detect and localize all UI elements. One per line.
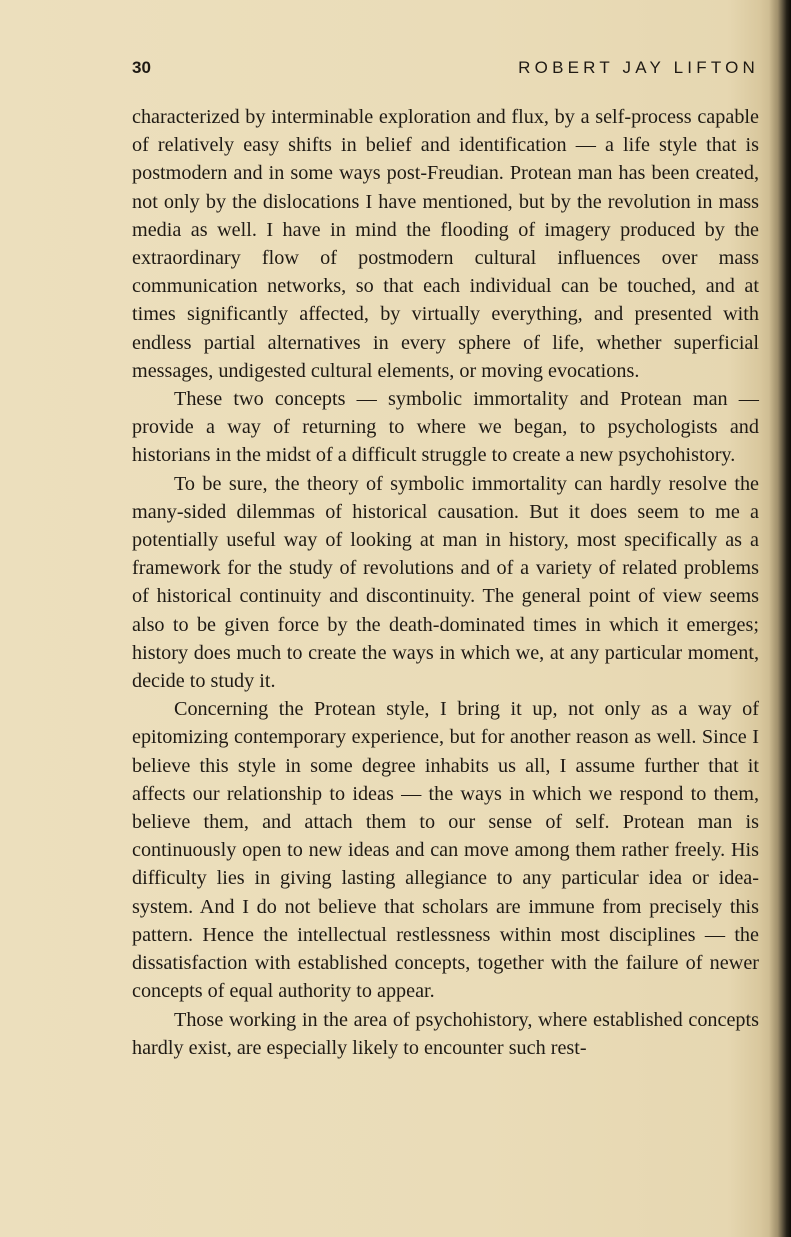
paragraph: Those working in the area of psychohistory, where established concepts hardly exist, are especially likely to encounter such rest- (132, 1008, 759, 1059)
page-header (132, 58, 759, 84)
paragraph-continuation: characterized by interminable exploration and flux, by a self-process capable of relatively easy shifts in belief and identification — a life style that is postmodern and in some ways post-Freudian. Protean man has been created, not only by the dislocations I have mentioned, but by the revolution in mass media as well. I have in mind the flooding of imagery produced by the extraordinary flow of postmodern cultural influences over mass communication networks, so that each individual can be touched, and at times significantly affected, by virtually everything, and presented with endless partial alternatives in every sphere of life, whether superficial messages, undigested cultural elements, or moving evocations. (132, 106, 759, 382)
running-head: ROBERT JAY LIFTON (518, 58, 759, 77)
body-text (132, 103, 759, 1062)
book-spine-shadow (769, 0, 791, 1237)
paragraph: These two concepts — symbolic immortality and Protean man — provide a way of returning to where we began, to psychologists and historians in the midst of a difficult struggle to create a new psychohistory. (132, 388, 759, 467)
paragraph: To be sure, the theory of symbolic immortality can hardly resolve the many-sided dilemmas of historical causation. But it does seem to me a potentially useful way of looking at man in history, most specifically as a framework for the study of revolutions and of a variety of related problems of historical continuity and discontinuity. The general point of view seems also to be given force by the death-dominated times in which it emerges; history does much to create the ways in which we, at any particular moment, decide to study it. (132, 472, 759, 693)
paragraph: Concerning the Protean style, I bring it up, not only as a way of epitomizing contemporary experience, but for another reason as well. Since I believe this style in some degree inhabits us all, I assume further that it affects our relationship to ideas — the ways in which we respond to them, believe them, and attach them to our sense of self. Protean man is continuously open to new ideas and can move among them rather freely. His difficulty lies in giving lasting allegiance to any particular idea or idea-system. And I do not believe that scholars are immune from precisely this pattern. Hence the intellectual restlessness within most disciplines — the dissatisfaction with established concepts, together with the failure of newer concepts of equal authority to appear. (132, 698, 759, 1003)
page-number: 30 (132, 58, 151, 77)
